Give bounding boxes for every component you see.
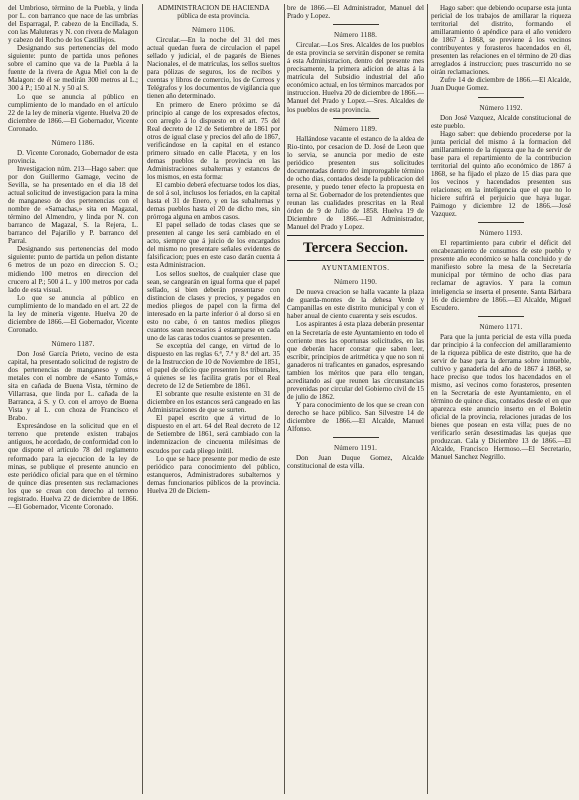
notice-paragraph: El repartimiento para cubrir el déficit del encabezamiento de consumos de este pueblo y presente año económico se halla concluido y de manifiesto sobre la mesa de la Secretaría municipal por término de ocho dias para reclamar de agravios. Y para la comun inteligencia se inserta el presente. Santa Bárbara 16 de diciembre de 1866.—El Alcalde, Miguel Escudero. xyxy=(431,239,571,312)
column-2 xyxy=(147,4,280,796)
section-divider xyxy=(478,97,524,98)
notice-paragraph: Y para conocimiento de los que se crean con derecho se hace público. San Silvestre 14 de diciembre de 1866.—El Alcalde, Manuel Alfonso. xyxy=(287,400,424,434)
notice-paragraph: Hallándose vacante el estanco de la aldea de Rio-tinto, por cesacion de D. José de Leon que lo servia, se anuncia por medio de este periódico presenten sus solicitudes documentadas dentro del improrogable término de ocho dias, contados desde la publicacion del presente, y puedo tener efecto la propuesta en terna al Sr. Gobernador de los pretendientes que reunan las cualidades prescritas en la Real órden de 9 de Julio de 1858. Huelva 19 de Diciembre de 1866.—El Administrador, Manuel del Prado y Lopez. xyxy=(287,134,424,232)
notice-paragraph: Circular.—Los Sres. Alcaldes de los pueblos de esta provincia se servirán disponer se remita á esta Administracion, dentro del presente mes precisamente, la primera adicion de altas á la matrícula del Subsidio industrial del año económico actual, en los términos marcados por instruccion. Huelva 20 de diciembre de 1866.—Manuel del Prado y Lopez.—Sres. Alcaldes de los pueblos de esta provincia. xyxy=(287,41,424,114)
notice-paragraph: El cambio deberá efectuarse todos los dias, de sol á sol, inclusos los feriados, en la capital hasta el 31 de Enero, y en las subalternas y demas pueblos hasta el 20 de dicho mes, sin prórroga alguna en ambos casos. xyxy=(147,180,280,222)
notice-paragraph: Circular.—En la noche del 31 del mes actual quedan fuera de circulacion el papel sellado y judicial, el de pagarés de Bienes Nacionales, el de matrículas, los sellos sueltos para pólizas de seguros, los de recibos y cuentas y libros de comercio, los de Correos y Telégrafos y los documentos de vigilancia que tienen año determinado. xyxy=(147,36,280,101)
notice-paragraph: Los sellos sueltos, de cualquier clase que sean, se cangearán en igual forma que el papel sellado, si bien deberán presentarse con distincion de clases y precios, y pegados en medios pliegos de papel con la firma del interesado en la parte inferior ó al dorso si en esto no cabe, ó en tantos medios pliegos cuantos sean necesarios á estamparse en cada uno de las caras todos cuantos se presenten. xyxy=(147,269,280,342)
section-divider xyxy=(478,222,524,223)
notice-paragraph: Lo que se anuncia al público en cumplimiento de lo mandado en el art. 22 de la ley de minería vigente. Huelva 20 de diciembre de 1866.—El Gobernador, Vicente Coronado. xyxy=(8,293,138,334)
notice-paragraph: del Umbrioso, término de la Puebla, y linda por L. con barranco que nace de las umbrías del Esparragal, P. cabezo de la Encillada, S. con las Maluteras y N. con rivera de Malagon y cabezo del Rocho de los Castillejos. xyxy=(8,4,138,45)
notice-paragraph: Designando sus pertenencias del modo siguiente: punto de partida un peñon distante 6 metros de un pozo en direccion S. O.; midiendo 100 metros en direccion del crucero al P.; 500 á L. y 100 metros por cada lado de esta visual. xyxy=(8,245,138,294)
notice-paragraph: Expresándose en la solicitud que en el terreno que pretende existen trabajos antiguos, he acordado, de conformidad con lo que dispone el artículo 78 del reglamento reformado para la ejecucion de la ley de minas, se publique el presente anuncio en este periódico oficial para que en el término de quince dias presenten sus reclamaciones los que se crean con derecho al terreno registrado. Huelva 22 de diciembre de 1866.—El Gobernador, Vicente Coronado. xyxy=(8,422,138,511)
column-3 xyxy=(287,4,424,796)
section-divider xyxy=(478,316,524,317)
notice-paragraph: bre de 1866.—El Administrador, Manuel del Prado y Lopez. xyxy=(287,4,424,21)
column-1 xyxy=(8,4,138,796)
notice-paragraph: Designando sus pertenencias del modo siguiente: punto de partida unos peñones sobre el camino que va de la Puebla á la fuente de la rivera de Agua Miel con la de Malagon: de él se medirán 300 metros al L.; 300 á P.; 150 al N. y 50 al S. xyxy=(8,44,138,93)
notice-number: Número 1191. xyxy=(333,444,378,453)
column-rule xyxy=(142,4,143,794)
notice-paragraph: Lo que se anuncia al público en cumplimiento de lo mandado en el artículo 22 de la ley de minería vigente. Huelva 20 de diciembre de 1866.—El Gobernador, Vicente Coronado. xyxy=(8,92,138,133)
notice-paragraph: El papel sellado de todas clases que se presenten al cange les será cambiado en el acto, siempre que á juicio de los encargados del mismo no presentare señales evidentes de falsificacion; pues en este caso darán cuenta á esta Administracion. xyxy=(147,221,280,270)
notice-paragraph: Hago saber: que debiendo ocuparse esta junta pericial de los trabajos de amillarar la riqueza territorial del distrito, formando el amillaramiento ó apéndice para el año venidero de 1867 á 1868, se previene á los vecinos contribuyentes y forasteros hacendados en él, presenten las relaciones en el término de 20 dias arreglados á instruccion; pues trascurrido no se oirán reclamaciones. xyxy=(431,4,571,77)
notice-paragraph: Para que la junta pericial de esta villa pueda dar principio á la confeccion del amillaramiento de la riqueza pública de este distrito, que ha de servir de base para la derrama sobre inmueble, cultivo y ganadería del año de 1867 á 1868, se hace preciso que todos los hacendados en el mismo, así vecinos como forasteros, presenten en la Secretaría de este Ayuntamiento, en el término de quince dias, contados desde el en que aparezca este anuncio inserto en el Boletin oficial de la provincia, relaciones juradas de los bienes que posean en esta villa; pues de no verificarlo serán desestimadas las quejas que produzcan. Cala y Diciembre 13 de 1866.—El Alcalde, Francisco Hermoso.—El Secretario, Manuel Sanchez Negrillo. xyxy=(431,332,571,462)
notice-paragraph: El sobrante que resulte existente en 31 de diciembre en los estancos será cangeado en las Administraciones de que se surten. xyxy=(147,390,280,415)
column-rule xyxy=(427,4,428,794)
notice-number: Número 1106. xyxy=(191,26,236,35)
notice-number: Número 1187. xyxy=(51,339,95,348)
notice-paragraph: Se exceptúa del cange, en virtud de lo dispuesto en las reglas 6.ª, 7.ª y 8.ª del art. 35 de la Instruccion de 10 de Noviembre de 1851, el papel de oficio que presenten los tribunales, á quienes se les facilita gratis por el Real decreto de 12 de Setiembre de 1861. xyxy=(147,341,280,391)
column-rule xyxy=(284,4,285,794)
subsection-heading: AYUNTAMIENTOS. xyxy=(321,264,390,273)
column-4 xyxy=(431,4,571,796)
department-heading: ADMINISTRACION DE HACIENDA pública de esta provincia. xyxy=(157,4,270,21)
section-divider xyxy=(333,24,379,25)
notice-paragraph: De nueva creacion se halla vacante la plaza de guarda-montes de la dehesa Verde y Campanillas en este distrito municipal y con el haber anual de ciento cuarenta y seis escudos. xyxy=(287,288,424,321)
notice-number: Número 1189. xyxy=(333,124,378,133)
section-divider xyxy=(333,437,379,438)
notice-number: Número 1193. xyxy=(479,229,523,238)
section-divider xyxy=(333,118,379,119)
section-heading: Tercera Seccion. xyxy=(287,235,424,261)
notice-paragraph: Don José Vazquez, Alcalde constitucional de este pueblo. xyxy=(431,113,571,130)
notice-paragraph: Los aspirantes á esta plaza deberán presentar en la Secretaría de este Ayuntamiento en todo el corriente mes las oportunas solicitudes, en las que deberán hacer constar que saben leer, escribir, principios de aritmética y que no son ni ganaderos ni traficantes en ganados, espresando tambien los méritos que para ello tengan, acreditando así que reunen las circunstancias prevenidas por circular del Gobierno civil de 15 de julio de 1862. xyxy=(287,320,424,401)
notice-number: Número 1190. xyxy=(333,278,378,287)
notice-paragraph: Zufre 14 de diciembre de 1866.—El Alcalde, Juan Duque Gomez. xyxy=(431,76,571,93)
notice-paragraph: Don Juan Duque Gomez, Alcalde constitucional de esta villa. xyxy=(287,454,424,471)
notice-number: Número 1171. xyxy=(479,322,523,331)
notice-paragraph: Don José García Prieto, vecino de esta capital, ha presentado solicitud de registro de dos pertenencias de manganeso y otros metales con el nombre de «Santo Tomás,» sita en cañada de Buena Vista, término de Villarrasa, que linda por L. cañada de la Barranca, á S. y O. con el arroyo de Buena Vista y al L. con choza de Francisco el Brabo. xyxy=(8,349,138,423)
notice-number: Número 1192. xyxy=(479,103,523,112)
notice-number: Número 1188. xyxy=(333,31,378,40)
notice-number: Número 1186. xyxy=(51,138,95,147)
notice-paragraph: El papel escrito que á virtud de lo dispuesto en el art. 64 del Real decreto de 12 de Setiembre de 1861, será cambiado con la indemnizacion de cincuenta milésimas de escudos por cada pliego inútil. xyxy=(147,414,280,455)
notice-paragraph: En primero de Enero próximo se dá principio al cange de los expresados efectos, con arreglo á lo dispuesto en el art. 75 del Real decreto de 12 de Setiembre de 1861 por otros de igual clase y precios del año de 1867, verificándose en la capital en el estanco primero situado en calle Placeta, y en los demas pueblos de la provincia en las Administraciones subalternas y estancos de los mismos, en esta forma: xyxy=(147,100,280,181)
notice-paragraph: Investigacion núm. 213—Hago saber: que por don Guillermo Gamage, vecino de Sevilla, se ha presentado en el dia 18 del actual solicitud de investigacion para la mina de manganeso de dos pertenencias con el nombre de «Samachas,» sita en Magazal, término del Almendro, y linda por N. con barranco de Magazal, S. la Rejera, L. barranco del Pajarillo y P. barranco del Parral. xyxy=(8,164,138,246)
notice-paragraph: Hago saber: que debiendo procederse por la junta pericial del mismo á la formacion del amillaramiento de la riqueza que ha de servir de base para el repartimiento de la contribucion territorial del quinto año económico de 1867 á 1868, se ha fijado el plazo de 15 dias para que los vecinos y hacendados presenten sus relaciones; en la inteligencia que el que no lo hiciere sufrirá el perjuicio que haya lugar. Paimogo y diciembre 12 de 1866.—José Vazquez. xyxy=(431,129,571,219)
notice-paragraph: Lo que se hace presente por medio de este periódico para conocimiento del público, estanqueros, Administradores subalternos y demas funcionarios públicos de la provincia. Huelva 20 de Diciem- xyxy=(147,454,280,495)
notice-paragraph: D. Vicente Coronado, Gobernador de esta provincia. xyxy=(8,148,138,165)
